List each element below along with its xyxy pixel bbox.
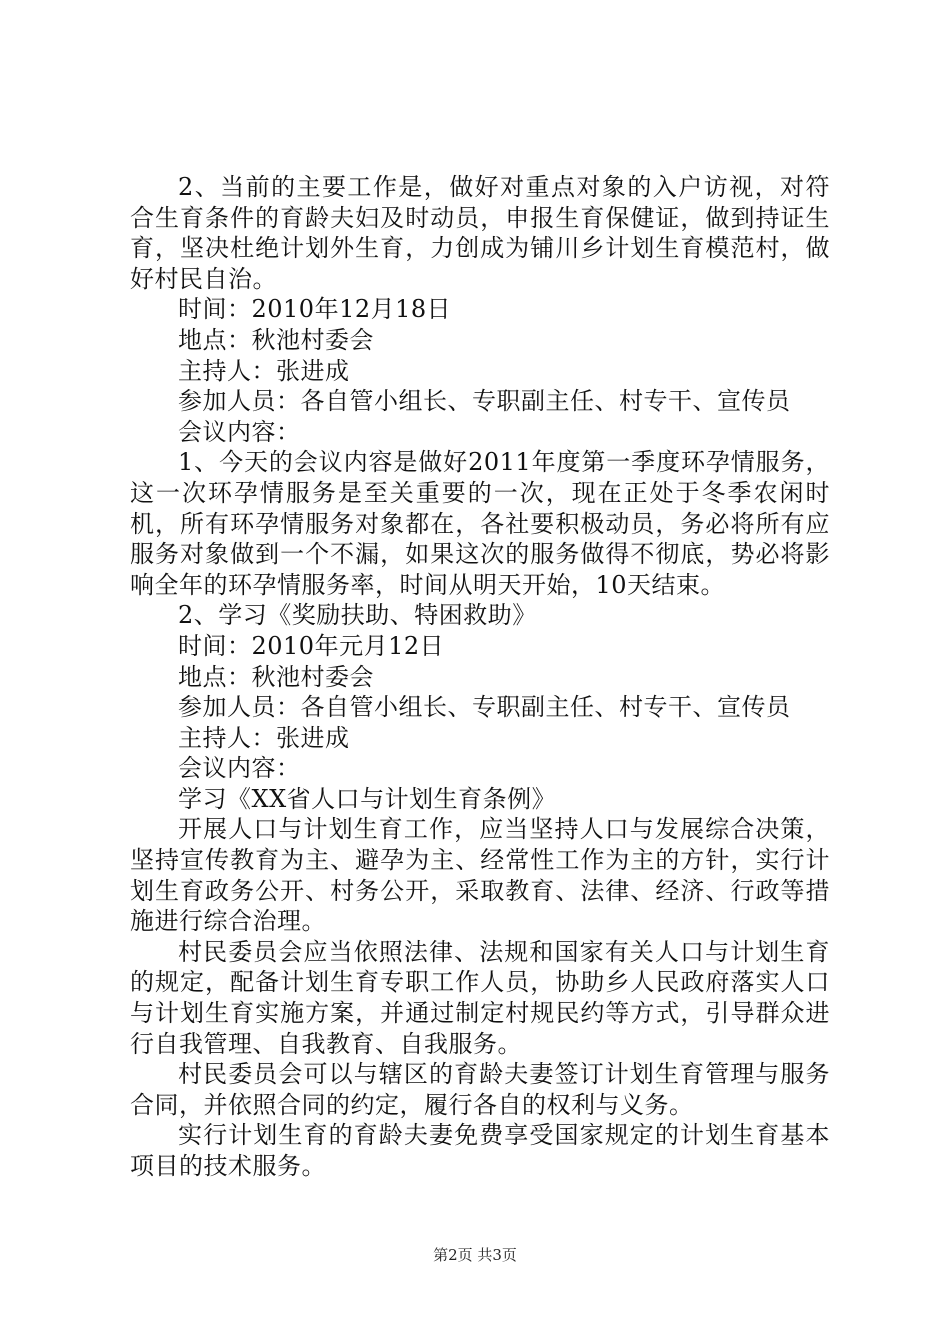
meeting-time: 时间：2010年元月12日 [178,631,445,660]
paragraph: 村民委员会可以与辖区的育龄夫妻签订计划生育管理与服务合同，并依照合同的约定，履行各自的权利与义务。 [130,1060,830,1119]
paragraph: 2、当前的主要工作是，做好对重点对象的入户访视，对符合生育条件的育龄夫妇及时动员，申报生育保健证，做到持证生育，坚决杜绝计划外生育，力创成为铺川乡计划生育模范村，做好村民自治。 [130,173,830,293]
meeting-host: 主持人：张进成 [178,723,350,752]
meeting-attendees: 参加人员：各自管小组长、专职副主任、村专干、宣传员 [178,387,791,416]
paragraph: 开展人口与计划生育工作，应当坚持人口与发展综合决策，坚持宣传教育为主、避孕为主、经常性工作为主的方针，实行计划生育政务公开、村务公开，采取教育、法律、经济、行政等措施进行综合治理。 [130,815,830,936]
paragraph: 实行计划生育的育龄夫妻免费享受国家规定的计划生育基本项目的技术服务。 [130,1121,830,1180]
paragraph: 村民委员会应当依照法律、法规和国家有关人口与计划生育的规定，配备计划生育专职工作人员，协助乡人民政府落实人口与计划生育实施方案，并通过制定村规民约等方式，引导群众进行自我管理、自我教育、自我服务。 [130,937,830,1058]
meeting-content-heading: 会议内容： [178,417,301,446]
meeting-attendees: 参加人员：各自管小组长、专职副主任、村专干、宣传员 [178,693,791,722]
document-body [130,172,830,1182]
page-number: 第2页 共3页 [433,1246,517,1264]
meeting-content-heading: 会议内容： [178,754,301,783]
meeting-host: 主持人：张进成 [178,356,350,385]
meeting-location: 地点：秋池村委会 [178,662,374,691]
meeting-time: 时间：2010年12月18日 [178,295,452,324]
paragraph: 2、学习《奖励扶助、特困救助》 [178,601,537,630]
paragraph: 1、今天的会议内容是做好2011年度第一季度环孕情服务，这一次环孕情服务是至关重要的一次，现在正处于冬季农闲时机，所有环孕情服务对象都在，各社要积极动员，务必将所有应服务对象做到一个不漏，如果这次的服务做得不彻底，势必将影响全年的环孕情服务率，时间从明天开始，10天结束。 [130,448,830,599]
study-title: 学习《XX省人口与计划生育条例》 [178,784,557,813]
meeting-location: 地点：秋池村委会 [178,325,374,354]
